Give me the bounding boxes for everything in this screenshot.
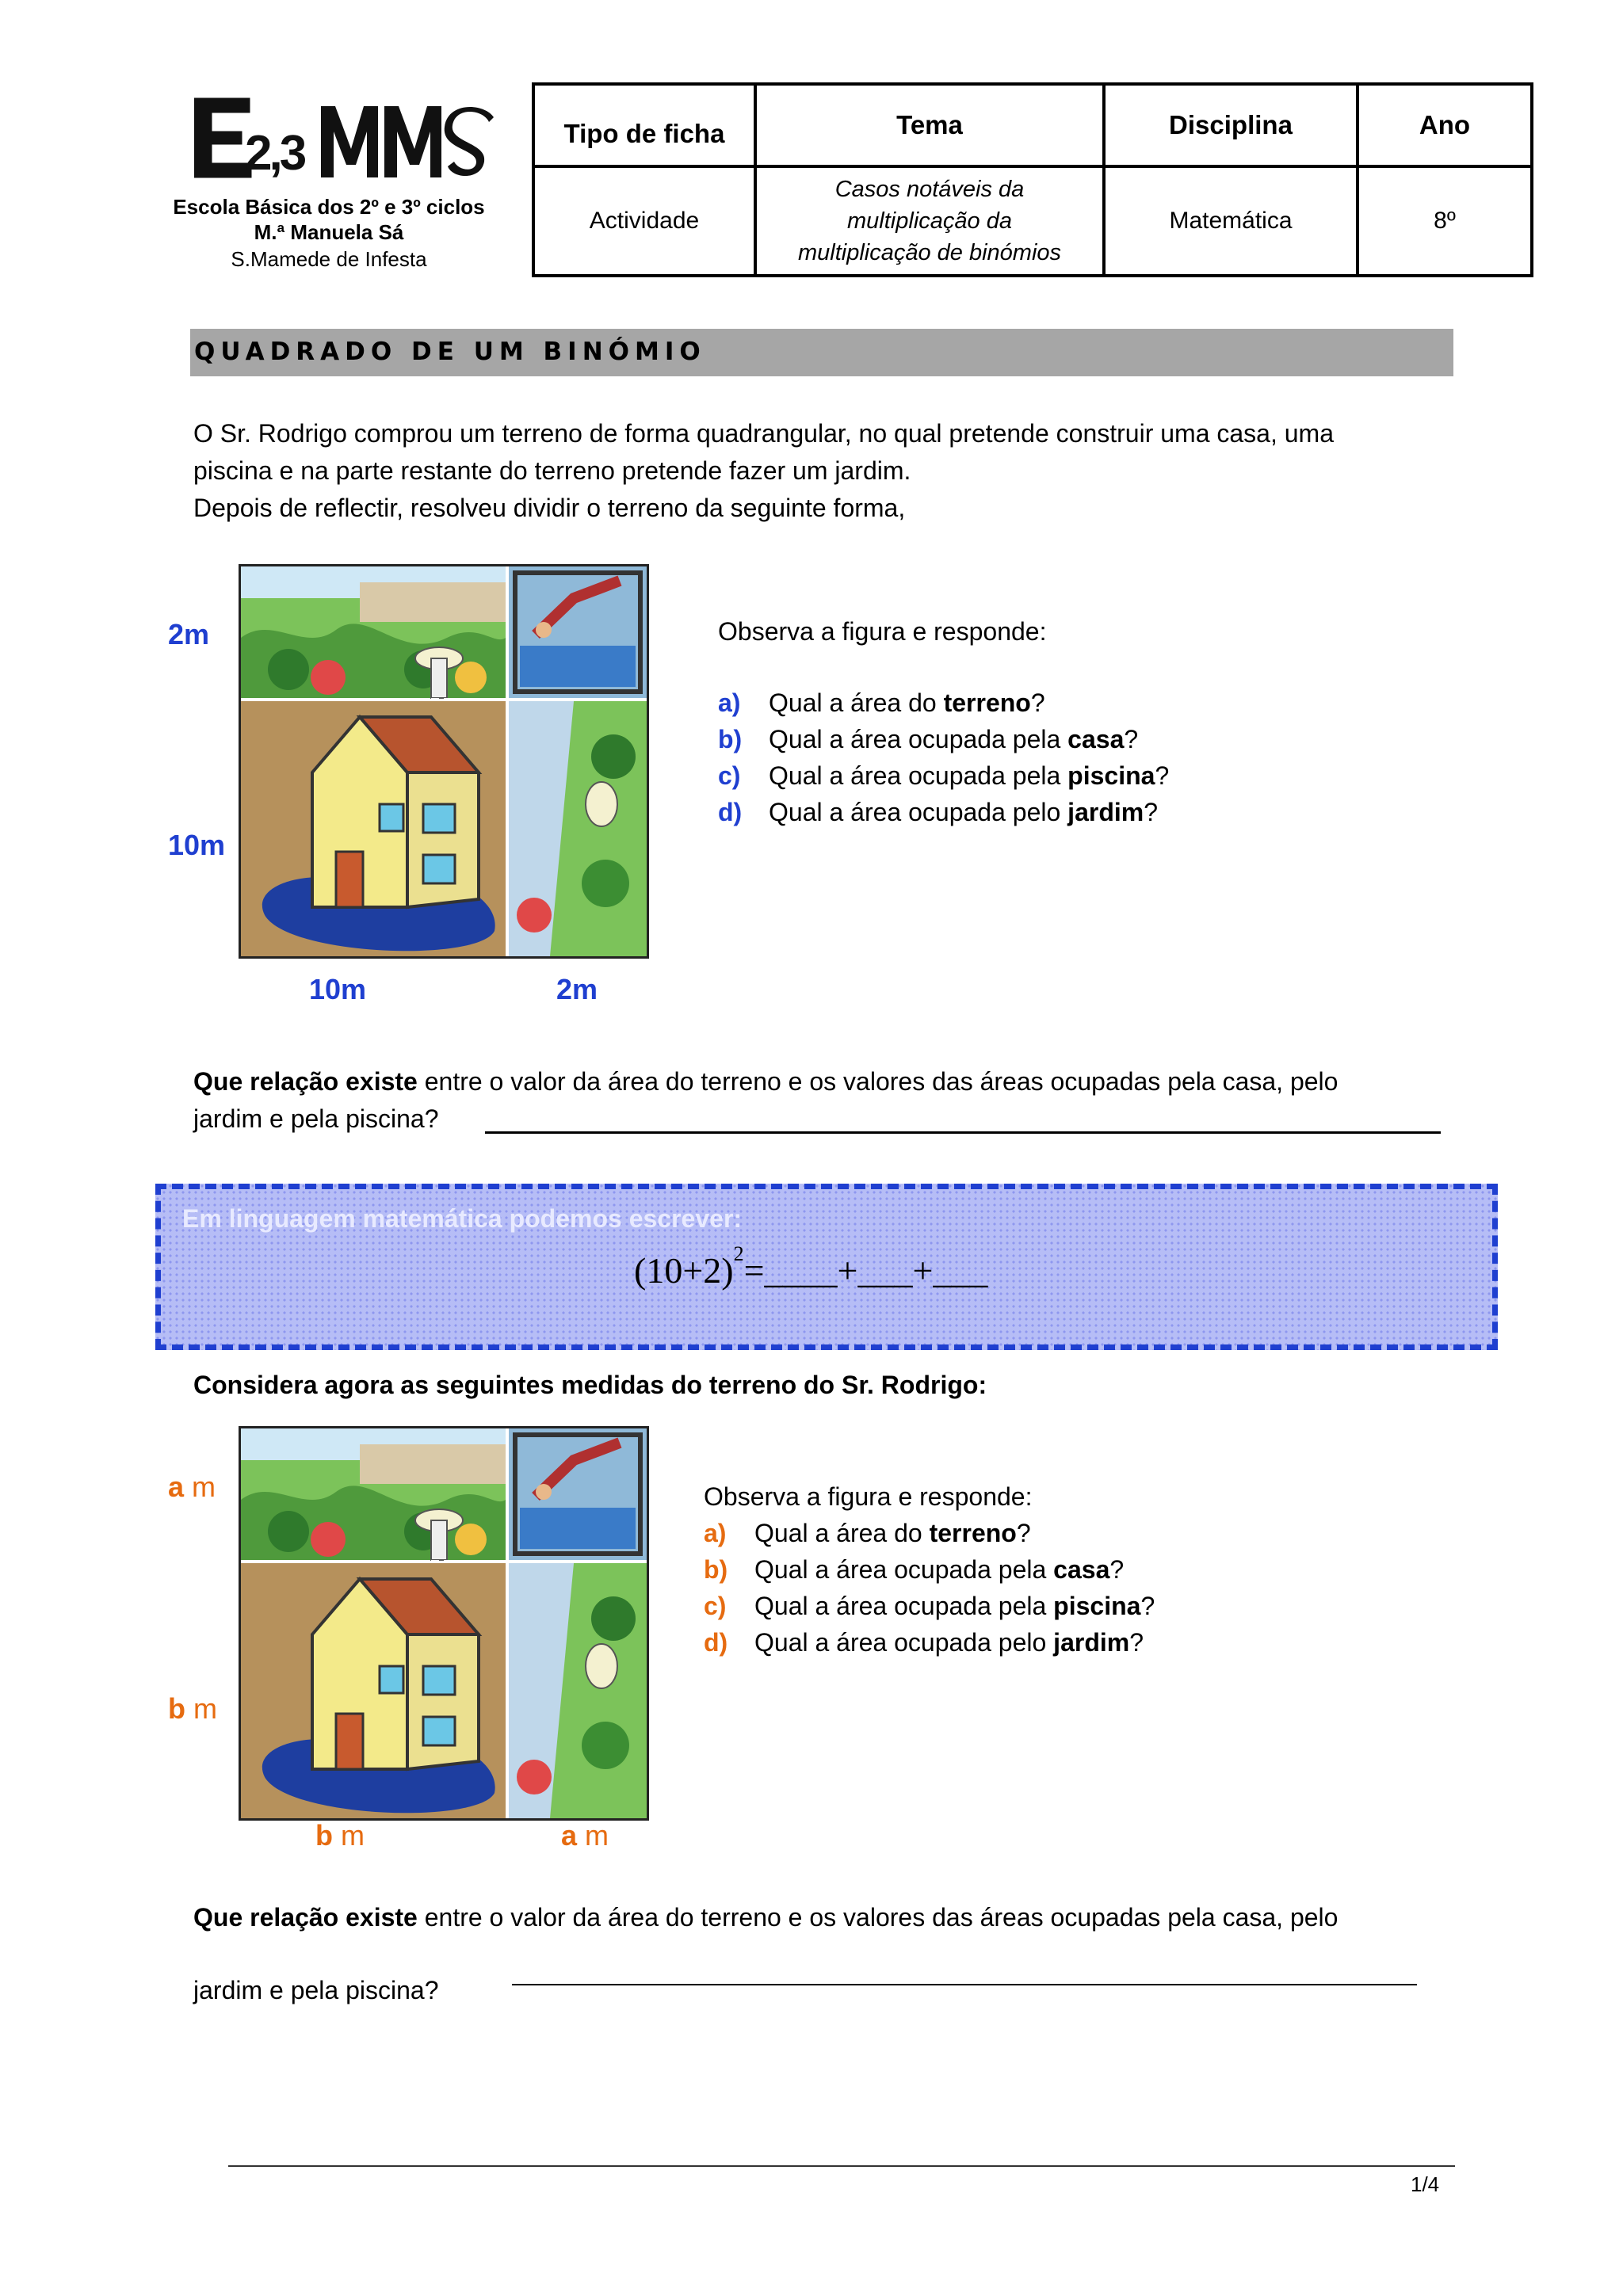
fig1-label-bottom-right: 2m — [556, 973, 598, 1005]
header-ano-value: 8º — [1358, 166, 1532, 276]
header-disciplina-label: Disciplina — [1104, 84, 1358, 166]
fig1-question-b: b) Qual a área ocupada pela casa? — [718, 725, 1139, 753]
tema-line-2: multiplicação da — [847, 208, 1012, 234]
fig1-question-c: c) Qual a área ocupada pela piscina? — [718, 761, 1170, 790]
header-disciplina-value: Matemática — [1104, 166, 1358, 276]
tema-line-3: multiplicação de binómios — [797, 240, 1062, 265]
fig2-prompt: Observa a figura e responde: — [704, 1482, 1033, 1511]
intro-line-2: piscina e na parte restante do terreno pretende fazer um jardim. — [193, 456, 911, 485]
fig1-label-left-top: 2m — [168, 618, 210, 650]
fig1-question-d: d) Qual a área ocupada pelo jardim? — [718, 798, 1158, 826]
tema-line-1: Casos notáveis da — [834, 177, 1025, 202]
fig1-prompt: Observa a figura e responde: — [718, 617, 1047, 646]
land-figure-2 — [239, 1426, 649, 1821]
math-box-label: Em linguagem matemática podemos escrever: — [182, 1204, 743, 1233]
formula-exponent: 2 — [733, 1242, 744, 1265]
logo-text-23: 2,3 — [245, 126, 304, 181]
relation-question-2 — [193, 1881, 1453, 2027]
land-figure-1 — [239, 564, 649, 959]
intro-line-1: O Sr. Rodrigo comprou um terreno de forma quadrangular, no qual pretende construir uma casa, uma — [193, 419, 1334, 448]
formula-base: (10+2) — [634, 1250, 734, 1291]
fig2-question-b: b) Qual a área ocupada pela casa? — [704, 1555, 1125, 1584]
fig2-label-left-bottom: b m — [168, 1692, 218, 1725]
formula-rhs: =____+___+___ — [743, 1250, 988, 1291]
relation1-line-2: jardim e pela piscina? — [193, 1104, 439, 1133]
header-tipo-label: Tipo de ficha — [533, 84, 755, 166]
school-logo — [194, 93, 495, 196]
relation2-line-1: Que relação existe entre o valor da área do terreno e os valores das áreas ocupadas pela casa, pelo — [193, 1903, 1338, 1932]
fig1-questions — [718, 613, 1169, 830]
header-ano-label: Ano — [1358, 84, 1532, 166]
section-title: QUADRADO DE UM BINÓMIO — [194, 338, 706, 366]
intro-line-3: Depois de reflectir, resolveu dividir o terreno da seguinte forma, — [193, 494, 906, 522]
page-number: 1/4 — [1411, 2172, 1440, 2196]
fig2-label-left-top: a m — [168, 1470, 216, 1503]
relation1-line-1: Que relação existe entre o valor da área do terreno e os valores das áreas ocupadas pela casa, pelo — [193, 1067, 1338, 1096]
header-tipo-value: Actividade — [533, 166, 755, 276]
header-tema-label: Tema — [755, 84, 1104, 166]
fig1-label-left-bottom: 10m — [168, 829, 226, 861]
answer-line-1[interactable] — [485, 1131, 1441, 1134]
fig2-question-a: a) Qual a área do terreno? — [704, 1519, 1031, 1547]
relation-question-1 — [193, 1063, 1453, 1138]
header-tema-value — [755, 166, 1104, 276]
school-town: S.Mamede de Infesta — [231, 247, 427, 271]
fig2-question-c: c) Qual a área ocupada pela piscina? — [704, 1592, 1155, 1620]
consider-heading: Considera agora as seguintes medidas do terreno do Sr. Rodrigo: — [193, 1371, 987, 1399]
fig2-questions — [704, 1478, 1155, 1661]
relation2-line-2: jardim e pela piscina? — [193, 1976, 439, 2004]
answer-line-2[interactable] — [512, 1984, 1417, 1985]
intro-paragraph — [193, 415, 1453, 527]
footer-divider — [228, 2165, 1455, 2167]
fig1-label-bottom-left: 10m — [309, 973, 367, 1005]
fig2-label-bottom-left: b m — [315, 1819, 365, 1852]
binomial-formula — [634, 1242, 987, 1291]
fig2-label-bottom-right: a m — [561, 1819, 609, 1852]
header-info-table — [532, 82, 1533, 277]
school-name-line2: M.ª Manuela Sá — [254, 220, 404, 244]
school-name-line1: Escola Básica dos 2º e 3º ciclos — [173, 195, 485, 219]
fig1-question-a: a) Qual a área do terreno? — [718, 688, 1045, 717]
fig2-question-d: d) Qual a área ocupada pelo jardim? — [704, 1628, 1144, 1657]
